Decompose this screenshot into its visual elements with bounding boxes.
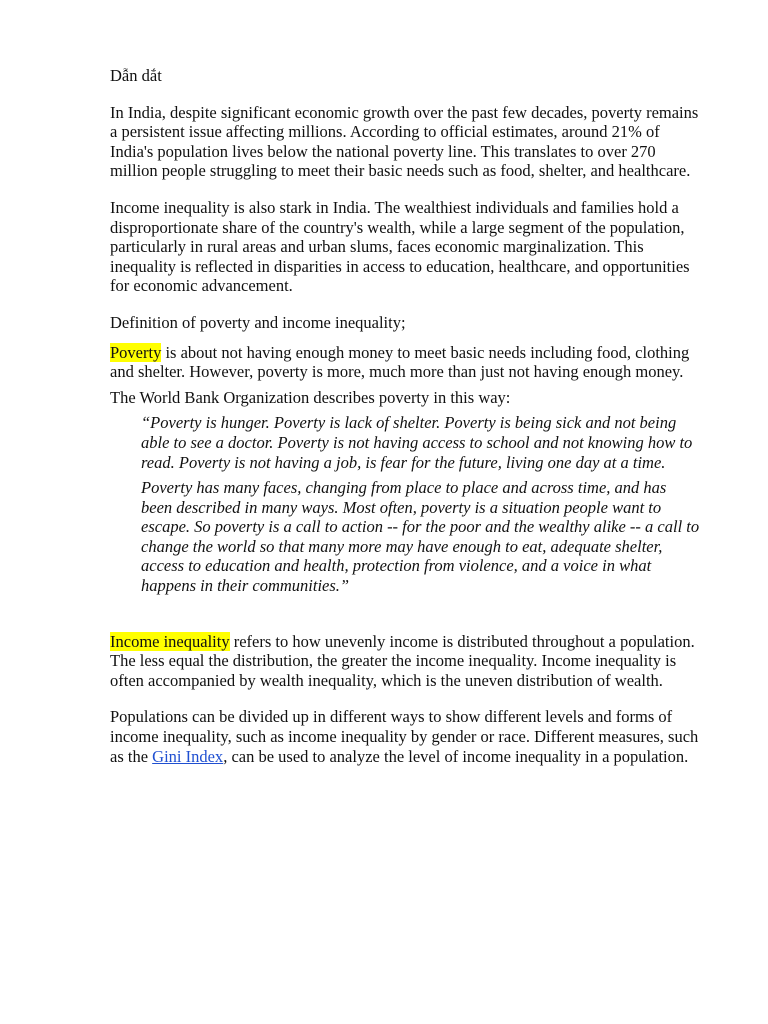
definition-title: Definition of poverty and income inequality; bbox=[110, 312, 406, 332]
gini-index-link[interactable]: Gini Index bbox=[152, 746, 224, 766]
world-bank-quote-2: Poverty has many faces, changing from place to place and across time, and has been described in many ways. Most often, poverty is a situation people want to escape. So poverty is a call to action -- for the poor and the wealthy alike -- a call to change the world so that many more may have enough to eat, adequate shelter, access to education and health, protection from violence, and a voice in what happens in their communities.” bbox=[141, 478, 700, 596]
document-heading: Dẫn dắt bbox=[110, 66, 162, 85]
poverty-definition-text: is about not having enough money to meet basic needs including food, clothing and shelter. However, poverty is more, much more than just not having enough money. bbox=[110, 342, 690, 382]
poverty-definition-paragraph bbox=[110, 343, 700, 382]
world-bank-quote-1: “Poverty is hunger. Poverty is lack of shelter. Poverty is being sick and not being able to see a doctor. Poverty is not having access to school and not knowing how to read. Poverty is not having a job, is fear for the future, living one day at a time. bbox=[141, 413, 693, 472]
document-page bbox=[110, 66, 700, 783]
measures-text-after: , can be used to analyze the level of income inequality in a population. bbox=[223, 746, 689, 766]
income-inequality-definition-paragraph bbox=[110, 632, 700, 691]
measures-paragraph bbox=[110, 707, 700, 766]
india-poverty-paragraph: In India, despite significant economic growth over the past few decades, poverty remains a persistent issue affecting millions. According to official estimates, around 21% of India's population lives below the national poverty line. This translates to over 270 million people struggling to meet their basic needs such as food, shelter, and healthcare. bbox=[110, 102, 699, 181]
poverty-highlighted-term: Poverty bbox=[110, 342, 162, 362]
world-bank-intro: The World Bank Organization describes poverty in this way: bbox=[110, 387, 511, 407]
income-inequality-highlighted-term: Income inequality bbox=[110, 631, 230, 651]
income-inequality-definition-text: refers to how unevenly income is distributed throughout a population. The less equal the distribution, the greater the income inequality. Income inequality is often accompanied by wealth inequality, which is the uneven distribution of wealth. bbox=[110, 631, 695, 690]
measures-text-before: Populations can be divided up in different ways to show different levels and forms of income inequality, such as income inequality by gender or race. Different measures, such as the bbox=[110, 707, 699, 766]
income-inequality-india-paragraph: Income inequality is also stark in India. The wealthiest individuals and families hold a disproportionate share of the country's wealth, while a large segment of the population, particularly in rural areas and urban slums, faces economic marginalization. This inequality is reflected in disparities in access to education, healthcare, and opportunities for economic advancement. bbox=[110, 197, 690, 296]
